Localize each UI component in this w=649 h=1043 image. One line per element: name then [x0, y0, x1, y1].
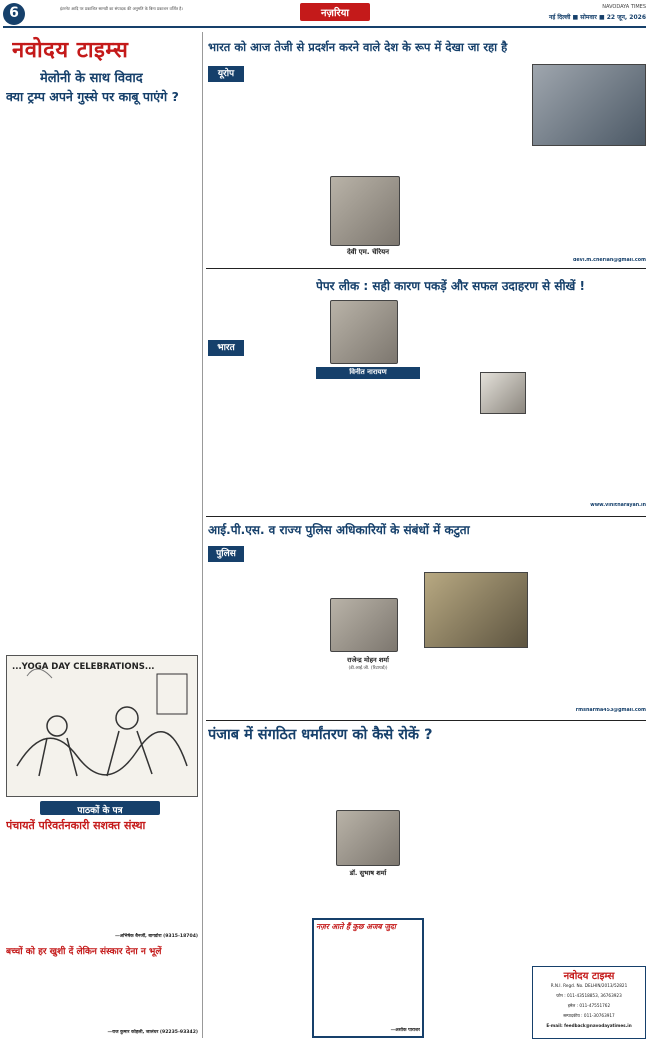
letter2-title: बच्चों को हर खुशी दें लेकिन संस्कार देना न भूलें [6, 947, 162, 957]
poem-title: नज़र आते हैं कुछ अजब जुदा [316, 922, 396, 931]
masthead-small: NAVODAYA TIMES [602, 4, 646, 10]
article-police-author-role: (डी.आई.जी. (रिटायर्ड)) [348, 666, 388, 671]
cartoon-caption: ...YOGA DAY CELEBRATIONS... [12, 662, 155, 672]
article-paper-footer: www.vinitnarayan.in [590, 503, 646, 508]
article-india-footer: devi.m.cherian@gmail.com [573, 258, 646, 263]
article-punjab-body-col2a [316, 752, 420, 808]
article-india-section-tag: यूरोप [208, 66, 244, 82]
article-punjab-body-col4 [532, 752, 646, 964]
date-line: नई दिल्ली ■ सोमवार ■ 22 जून, 2026 [549, 14, 646, 21]
letter1-body [6, 836, 198, 932]
article-india-photo [532, 64, 646, 146]
letter2-body [6, 960, 198, 1026]
article-paper-body-col2 [316, 382, 420, 514]
header-rule [3, 26, 646, 28]
cartoon-drawing [7, 656, 197, 796]
cartoon-box [6, 655, 198, 797]
article-police-body-col2b [316, 675, 420, 718]
rule-police-bottom [206, 720, 646, 721]
article-paper-photo [480, 372, 526, 414]
imprint-line4: सम्पादकीय : 011-30763917 [563, 1013, 615, 1018]
article-police-body-col2a [316, 546, 420, 596]
imprint-brand: नवोदय टाइम्स [563, 971, 615, 981]
article-paper-body-col1 [208, 358, 312, 514]
article-paper-body-col4 [532, 300, 646, 500]
imprint-line1: R.N.I. Regd. No. DELHIN/2013/52821 [550, 983, 628, 988]
poem-author: —अशोक पाराशर [390, 1028, 420, 1033]
letter2-author: —राज कुमार कोहली, जालंधर (92235-93342) [107, 1030, 198, 1035]
letter1-title: पंचायतें परिवर्तनकारी सशक्त संस्था [6, 819, 146, 832]
article-paper-lead [208, 272, 312, 338]
imprint-line2: फोन : 011-43518853, 36763923 [556, 993, 622, 998]
article-punjab-body-col1 [208, 752, 312, 1038]
article-police-body-col4 [532, 546, 646, 706]
article-left-headline: क्या ट्रम्प अपने गुस्से पर काबू पाएंगे ? [6, 89, 179, 104]
article-punjab-body-col3 [428, 752, 528, 1038]
article-india-body-col2 [316, 64, 420, 174]
brand-logo: नवोदय टाइम्स [12, 38, 129, 62]
article-punjab-author: डॉ. सुभाष शर्मा [349, 869, 387, 877]
page-number: 6 [9, 5, 19, 21]
article-paper-headline: पेपर लीक : सही कारण पकड़ें और सफल उदाहरण से सीखें ! [316, 279, 586, 293]
article-police-footer: rmsharma453@gmail.com [575, 708, 646, 713]
article-police-body-col3b [424, 650, 528, 718]
article-police-photo [424, 572, 528, 648]
article-punjab-body-col2b [316, 880, 420, 916]
article-police-author: राजेन्द्र मोहन शर्मा [347, 656, 389, 664]
author-photo-subhash [336, 810, 400, 866]
header-disclaimer: इंटरनेट आदि पर प्रकाशित सामग्री का संपादक की अनुमति के बिना प्रकाशन वर्जित है। [60, 6, 183, 11]
author-photo-rajendra [330, 598, 398, 652]
article-police-body-col3a [424, 546, 528, 570]
letter1-author: —अभिषेक बैनर्जी, बागडोरा (9315-18704) [114, 934, 198, 939]
rule-india-bottom [206, 268, 646, 269]
article-police-body-col1 [208, 566, 312, 718]
imprint-line5: E-mail: feedback@navodayatimes.in [546, 1023, 632, 1028]
author-photo-vinit [330, 300, 398, 364]
article-left-body [6, 110, 198, 650]
article-paper-author: विनीत नारायण [349, 368, 387, 376]
article-police-section-tag: पुलिस [208, 546, 244, 562]
article-india-author: देवी एम. चेरियन [346, 248, 390, 256]
imprint-line3: इमेल : 011-47551762 [567, 1003, 611, 1008]
article-left-kicker: मेलोनी के साथ विवाद [40, 71, 143, 84]
article-india-headline: भारत को आज तेजी से प्रदर्शन करने वाले देश के रूप में देखा जा रहा है [208, 40, 508, 54]
section-title: नज़रिया [320, 8, 350, 19]
author-photo-devi [330, 176, 400, 246]
letters-box-title: पाठकों के पत्र [77, 806, 123, 815]
column-divider-left [202, 32, 203, 1038]
article-india-body-col3 [424, 64, 528, 266]
article-police-headline: आई.पी.एस. व राज्य पुलिस अधिकारियों के संबंधों में कटुता [208, 523, 470, 537]
article-india-body-col1 [208, 86, 312, 266]
article-punjab-headline: पंजाब में संगठित धर्मांतरण को कैसे रोकें ? [208, 727, 433, 743]
rule-paper-bottom [206, 516, 646, 517]
poem-body [316, 936, 420, 1024]
article-india-body-col4 [532, 150, 646, 256]
article-paper-section-tag: भारत [208, 340, 244, 356]
